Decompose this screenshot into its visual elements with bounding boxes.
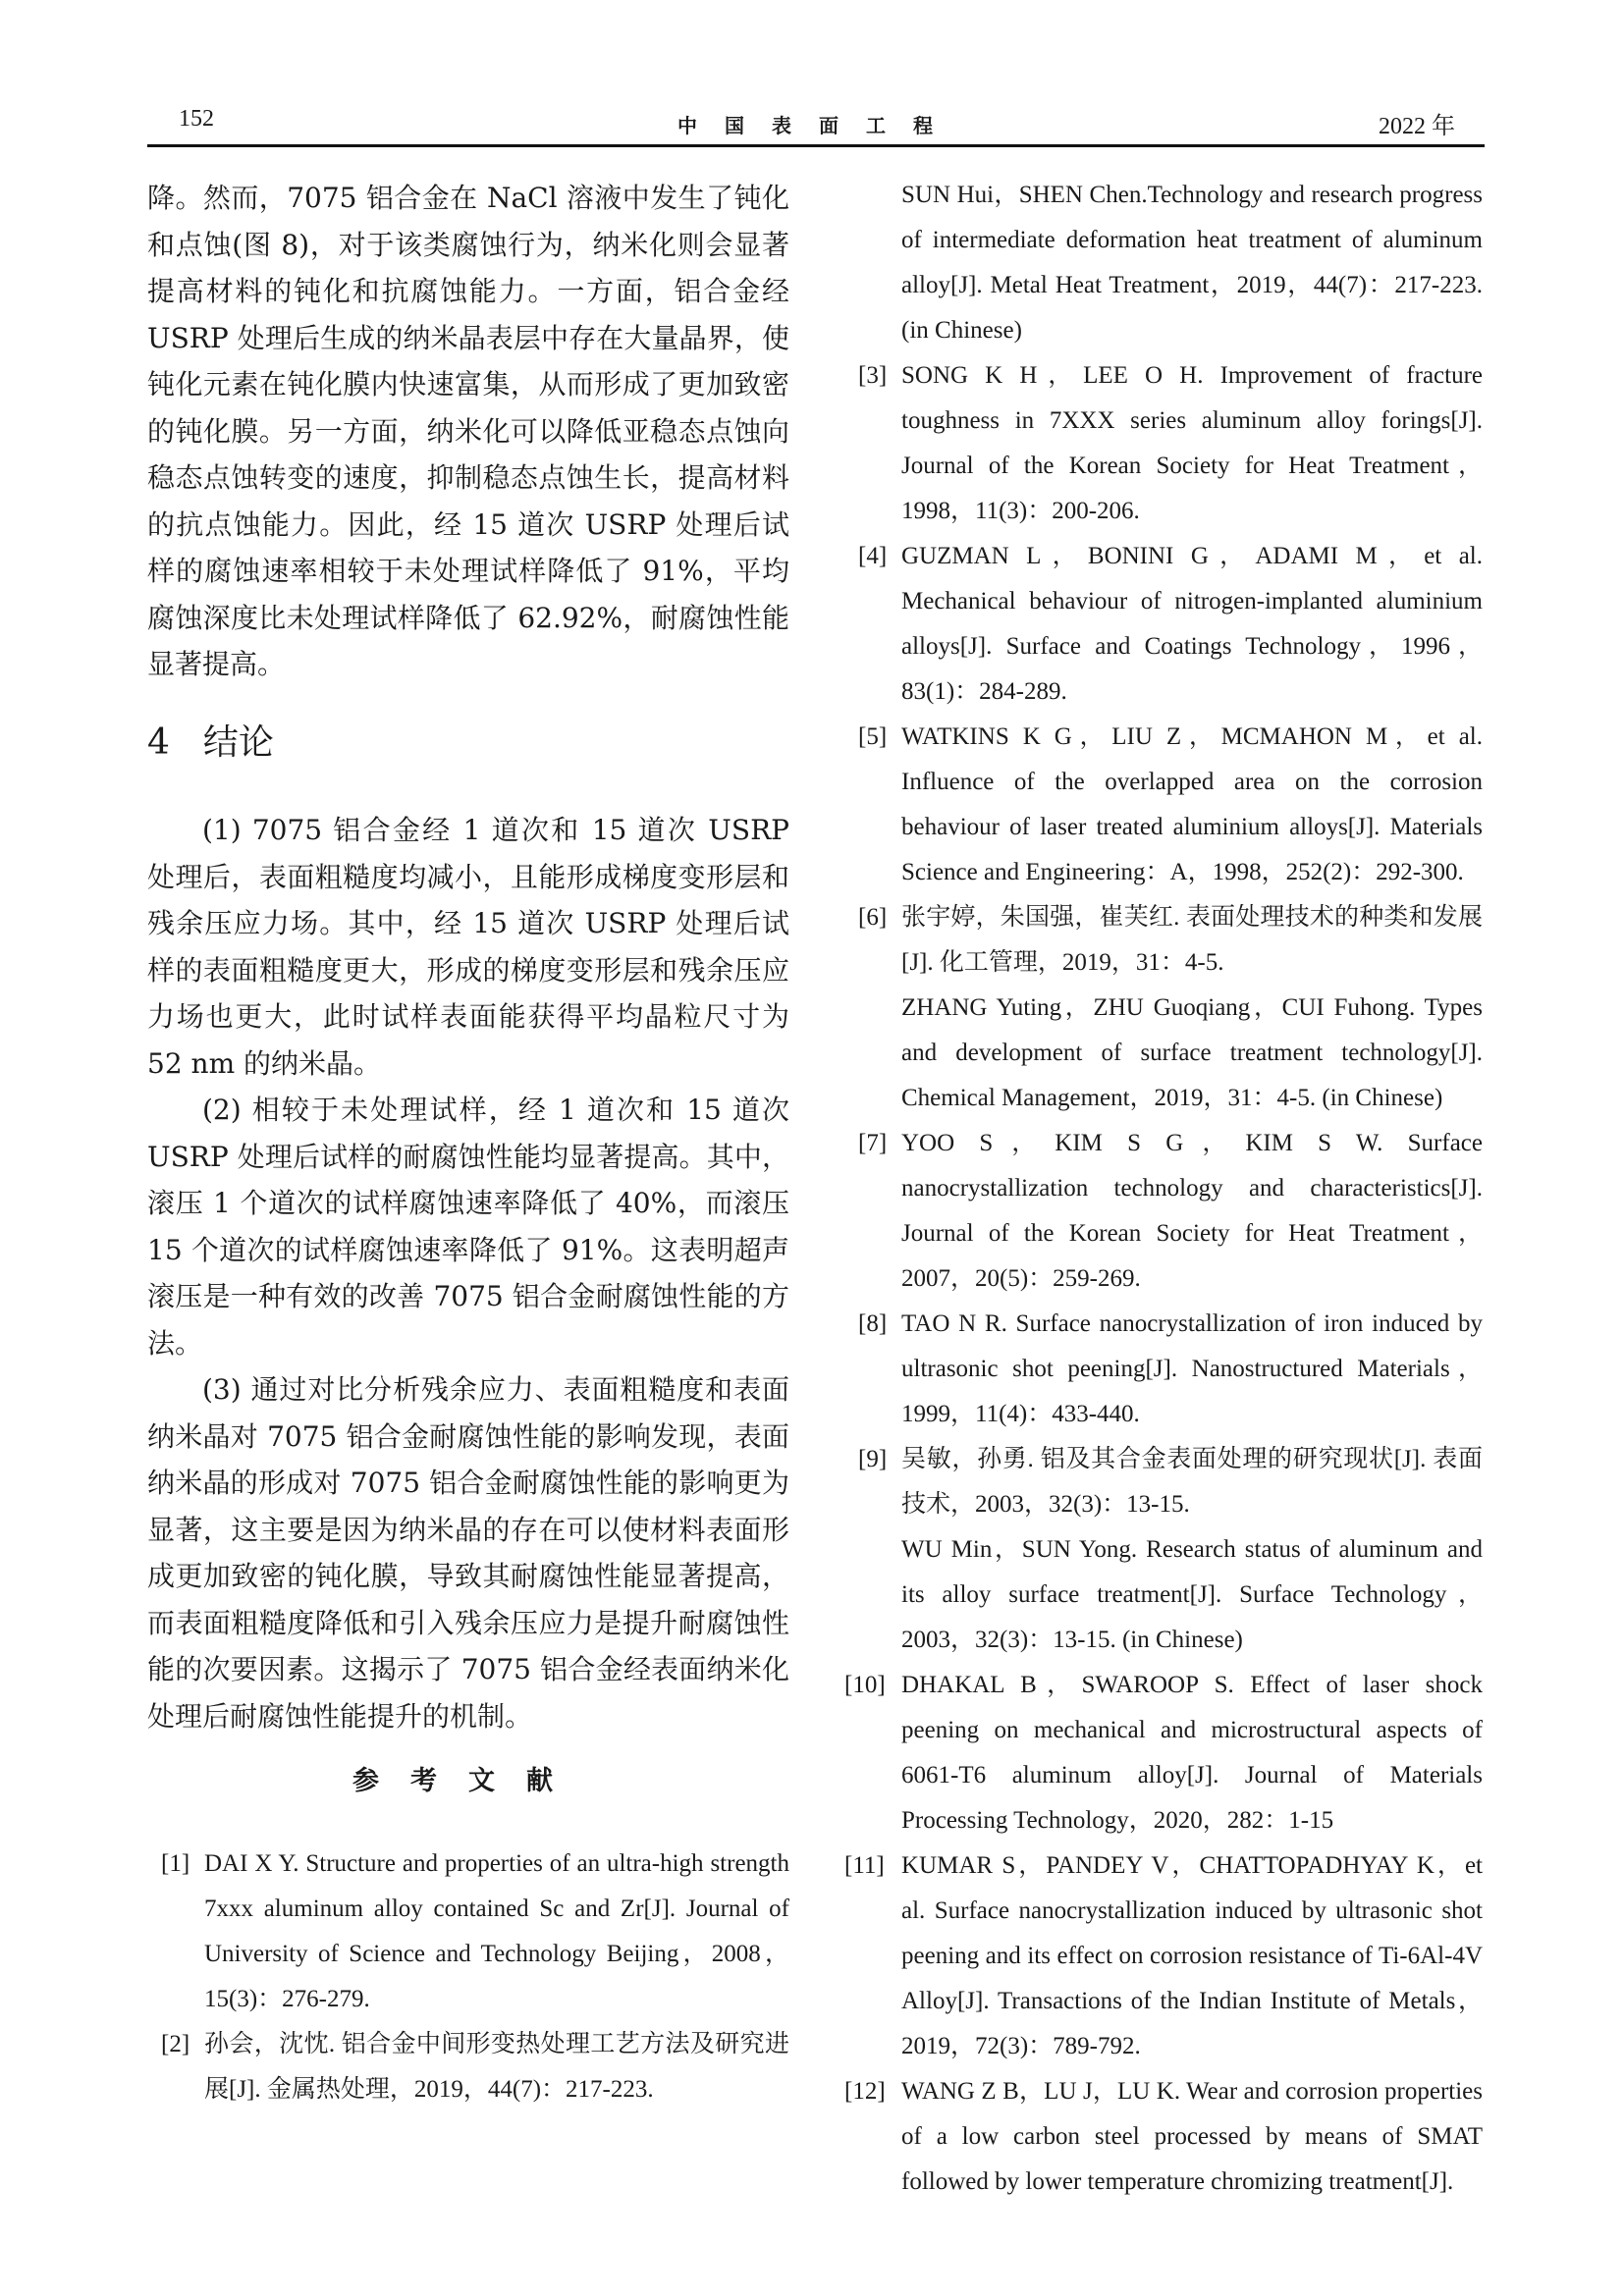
- page-number: 152: [179, 106, 214, 132]
- ref-text: WANG Z B，LU J，LU K. Wear and corrosion properties of a low carbon steel processed by means of SMAT followed by lower temperature chromizing treatment[J].: [901, 2078, 1483, 2195]
- reference-item: [844, 715, 1483, 895]
- references-heading: 参考文献: [352, 1766, 584, 1796]
- reference-item: [844, 1437, 1483, 1663]
- issue-year: 2022 年: [1379, 114, 1455, 139]
- reference-item: [844, 895, 1483, 1121]
- ref-text: YOO S，KIM S G，KIM S W. Surface nanocrystallization technology and characteristics[J]. Journal of the Korean Society for Heat Treatment，2007，20(5)：259-269.: [901, 1130, 1483, 1292]
- ref-number: [11]: [844, 1852, 885, 1879]
- journal-title: 中国表面工程: [677, 114, 960, 137]
- ref-number: [12]: [844, 2078, 886, 2105]
- ref-number: [4]: [858, 543, 888, 569]
- ref-translation-text: ZHANG Yuting，ZHU Guoqiang，CUI Fuhong. Types and development of surface treatment technology[J]. Chemical Management，2019，31：4-5. (in Chinese): [901, 994, 1483, 1111]
- left-column-intro: [147, 175, 789, 688]
- ref-number: [1]: [161, 1850, 190, 1877]
- section-title: 结论: [202, 722, 274, 763]
- reference-item: [844, 1843, 1483, 2069]
- header-rule: [147, 144, 1485, 147]
- ref-text: TAO N R. Surface nanocrystallization of iron induced by ultrasonic shot peening[J]. Nanostructured Materials，1999，11(4)：433-440.: [901, 1310, 1483, 1427]
- ref-translation-text: SUN Hui，SHEN Chen.Technology and research progress of intermediate deformation heat treatment of aluminum alloy[J]. Metal Heat Treatment，2019，44(7)：217-223. (in Chinese): [901, 182, 1483, 344]
- conclusion-2: (2) 相较于未处理试样，经 1 道次和 15 道次 USRP 处理后试样的耐腐蚀性能均显著提高。其中，滚压 1 个道次的试样腐蚀速率降低了 40%，而滚压 15 个道次的试样腐蚀速率降低了 91%。这表明超声滚压是一种有效的改善 7075 铝合金耐腐蚀性能的方法。: [147, 1094, 789, 1360]
- section-heading: [147, 715, 307, 765]
- ref-translation-text: WU Min，SUN Yong. Research status of aluminum and its alloy surface treatment[J]. Surface Technology，2003，32(3)：13-15. (in Chinese): [901, 1536, 1483, 1653]
- ref-number: [8]: [858, 1310, 888, 1337]
- ref-text: DHAKAL B，SWAROOP S. Effect of laser shock peening on mechanical and microstructural aspects of 6061-T6 aluminum alloy[J]. Journal of Materials Processing Technology，2020，282：1-15: [901, 1672, 1483, 1834]
- conclusions: [147, 807, 789, 1739]
- ref-text: 孙会，沈忱. 铝合金中间形变热处理工艺方法及研究进展[J]. 金属热处理，2019，44(7)：217-223.: [204, 2031, 789, 2103]
- reference-item: [147, 1842, 789, 2022]
- conclusion-1: (1) 7075 铝合金经 1 道次和 15 道次 USRP 处理后，表面粗糙度均减小，且能形成梯度变形层和残余压应力场。其中，经 15 道次 USRP 处理后试样的表面粗糙度更大，形成的梯度变形层和残余压应力场也更大，此时试样表面能获得平均晶粒尺寸为 52 nm 的纳米晶。: [147, 814, 789, 1080]
- ref-number: [5]: [858, 723, 888, 750]
- ref-text: DAI X Y. Structure and properties of an ultra-high strength 7xxx aluminum alloy contained Sc and Zr[J]. Journal of University of Science and Technology Beijing，2008，15(3)：276-279.: [204, 1850, 789, 2012]
- ref-text: SONG K H，LEE O H. Improvement of fracture toughness in 7XXX series aluminum alloy forings[J]. Journal of the Korean Society for Heat Treatment，1998，11(3)：200-206.: [901, 362, 1483, 524]
- ref-text: GUZMAN L，BONINI G，ADAMI M，et al. Mechanical behaviour of nitrogen-implanted aluminium alloys[J]. Surface and Coatings Technology，1996，83(1)：284-289.: [901, 543, 1483, 705]
- section-number: 4: [147, 722, 170, 763]
- reference-translation: [844, 173, 1483, 353]
- references-left: [147, 1842, 789, 2112]
- ref-number: [2]: [161, 2031, 190, 2057]
- ref-text: 张宇婷，朱国强，崔芙红. 表面处理技术的种类和发展[J]. 化工管理，2019，31：4-5.: [901, 904, 1483, 976]
- ref-number: [3]: [858, 362, 888, 389]
- ref-text: KUMAR S，PANDEY V，CHATTOPADHYAY K，et al. Surface nanocrystallization induced by ultrasonic shot peening and its effect on corrosion resistance of Ti-6Al-4V Alloy[J]. Transactions of the Indian Institute of Metals，2019，72(3)：789-792.: [901, 1852, 1483, 2059]
- ref-text: 吴敏，孙勇. 铝及其合金表面处理的研究现状[J]. 表面技术，2003，32(3)：13-15.: [901, 1446, 1483, 1518]
- ref-text: WATKINS K G，LIU Z，MCMAHON M，et al. Influence of the overlapped area on the corrosion behaviour of laser treated aluminium alloys[J]. Materials Science and Engineering：A，1998，252(2)：292-300.: [901, 723, 1483, 885]
- reference-item: [147, 2022, 789, 2112]
- reference-item: [844, 1663, 1483, 1843]
- reference-item: [844, 353, 1483, 534]
- reference-item: [844, 1302, 1483, 1437]
- ref-number: [9]: [858, 1446, 888, 1472]
- references-right: [844, 173, 1483, 2205]
- reference-item: [844, 534, 1483, 715]
- ref-number: [6]: [858, 904, 888, 931]
- body-paragraph: 降。然而，7075 铝合金在 NaCl 溶液中发生了钝化和点蚀(图 8)，对于该类腐蚀行为，纳米化则会显著提高材料的钝化和抗腐蚀能力。一方面，铝合金经 USRP 处理后生成的纳米晶表层中存在大量晶界，使钝化元素在钝化膜内快速富集，从而形成了更加致密的钝化膜。另一方面，纳米化可以降低亚稳态点蚀向稳态点蚀转变的速度，抑制稳态点蚀生长，提高材料的抗点蚀能力。因此，经 15 道次 USRP 处理后试样的腐蚀速率相较于未处理试样降低了 91%，平均腐蚀深度比未处理试样降低了 62.92%，耐腐蚀性能显著提高。: [147, 182, 789, 680]
- reference-item: [844, 1121, 1483, 1302]
- reference-item: [844, 2069, 1483, 2205]
- conclusion-3: (3) 通过对比分析残余应力、表面粗糙度和表面纳米晶对 7075 铝合金耐腐蚀性能的影响发现，表面纳米晶的形成对 7075 铝合金耐腐蚀性能的影响更为显著，这主要是因为纳米晶的存在可以使材料表面形成更加致密的钝化膜，导致其耐腐蚀性能显著提高，而表面粗糙度降低和引入残余压应力是提升耐腐蚀性能的次要因素。这揭示了 7075 铝合金经表面纳米化处理后耐腐蚀性能提升的机制。: [147, 1373, 789, 1733]
- ref-number: [7]: [858, 1130, 888, 1156]
- ref-number: [10]: [844, 1672, 886, 1698]
